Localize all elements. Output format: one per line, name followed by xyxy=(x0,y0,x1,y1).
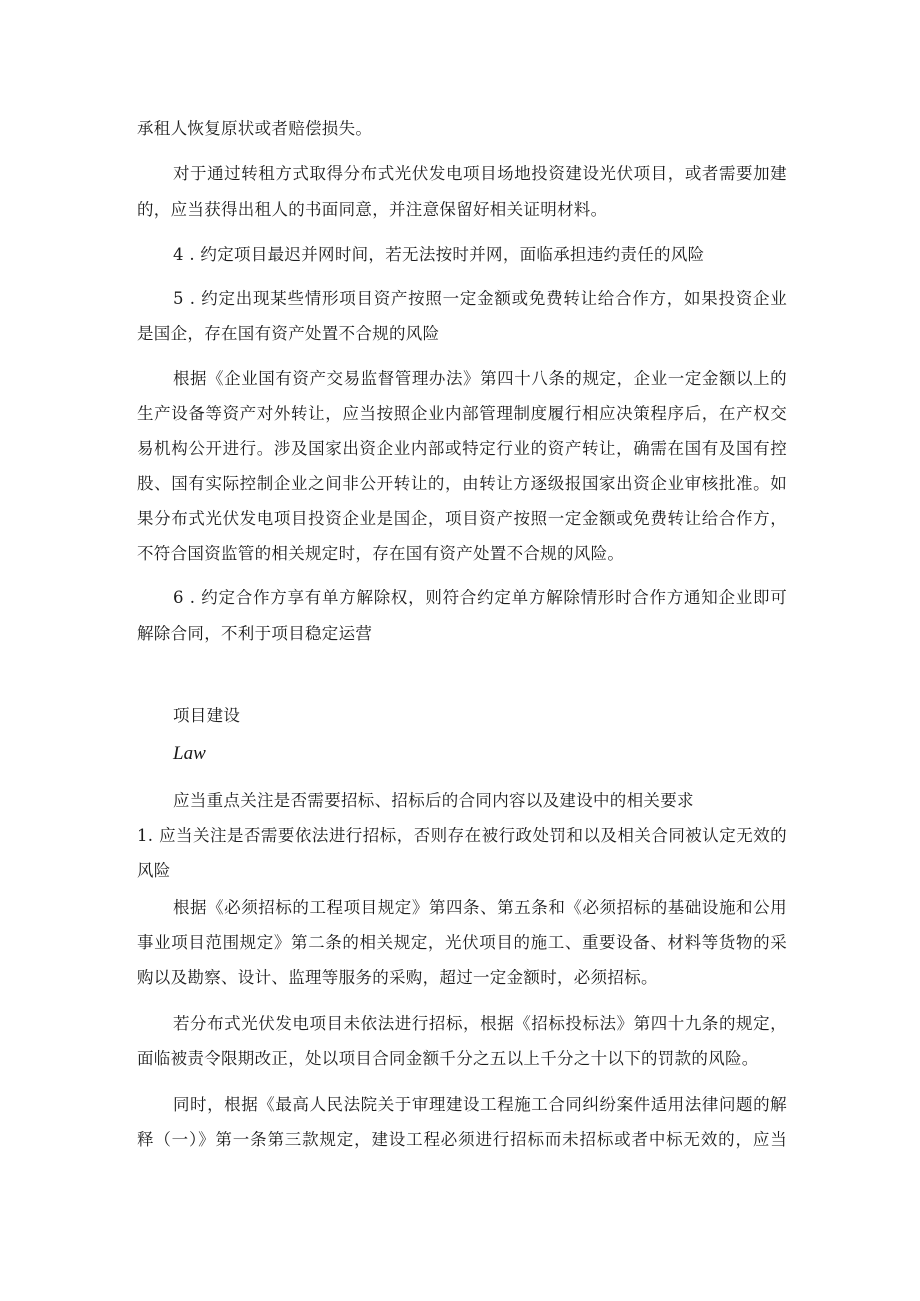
paragraph-line: 释（一）》第一条第三款规定，建设工程必须进行招标而未招标或者中标无效的，应当 xyxy=(137,1130,787,1149)
paragraph-line: 是国企，存在国有资产处置不合规的风险 xyxy=(137,324,440,343)
paragraph-line: 不符合国资监管的相关规定时，存在国有资产处置不合规的风险。 xyxy=(137,544,625,563)
paragraph-line: 易机构公开进行。涉及国家出资企业内部或特定行业的资产转让，确需在国有及国有控 xyxy=(137,439,787,458)
paragraph-line: 解除合同，不利于项目稳定运营 xyxy=(137,624,373,643)
paragraph-line: 面临被责令限期改正，处以项目合同金额千分之五以上千分之十以下的罚款的风险。 xyxy=(137,1049,759,1068)
paragraph-line: 果分布式光伏发电项目投资企业是国企，项目资产按照一定金额或免费转让给合作方， xyxy=(137,509,787,528)
section-subtitle-law: Law xyxy=(173,743,206,764)
paragraph-line: 购以及勘察、设计、监理等服务的采购，超过一定金额时，必须招标。 xyxy=(137,968,658,987)
paragraph-line: 事业项目范围规定》第二条的相关规定，光伏项目的施工、重要设备、材料等货物的采 xyxy=(137,933,787,952)
paragraph-line: 根据《必须招标的工程项目规定》第四条、第五条和《必须招标的基础设施和公用 xyxy=(173,898,787,917)
paragraph-line: 根据《企业国有资产交易监督管理办法》第四十八条的规定，企业一定金额以上的 xyxy=(173,369,787,388)
numbered-heading-6: 6 . 约定合作方享有单方解除权，则符合约定单方解除情形时合作方通知企业即可 xyxy=(173,588,787,607)
numbered-heading-4: 4 . 约定项目最迟并网时间，若无法按时并网，面临承担违约责任的风险 xyxy=(173,245,705,264)
paragraph-line: 的，应当获得出租人的书面同意，并注意保留好相关证明材料。 xyxy=(137,200,608,219)
paragraph-line: 风险 xyxy=(137,861,171,880)
paragraph-line: 对于通过转租方式取得分布式光伏发电项目场地投资建设光伏项目，或者需要加建 xyxy=(173,164,787,183)
numbered-heading-5: 5 . 约定出现某些情形项目资产按照一定金额或免费转让给合作方，如果投资企业 xyxy=(173,289,787,308)
paragraph-line: 应当重点关注是否需要招标、招标后的合同内容以及建设中的相关要求 xyxy=(173,791,694,810)
paragraph-line: 股、国有实际控制企业之间非公开转让的，由转让方逐级报国家出资企业审核批准。如 xyxy=(137,474,787,493)
paragraph-line: 若分布式光伏发电项目未依法进行招标，根据《招标投标法》第四十九条的规定， xyxy=(173,1014,787,1033)
paragraph-line: 承租人恢复原状或者赔偿损失。 xyxy=(137,119,373,138)
paragraph-line: 生产设备等资产对外转让，应当按照企业内部管理制度履行相应决策程序后，在产权交 xyxy=(137,404,787,423)
section-title: 项目建设 xyxy=(173,706,241,725)
numbered-heading-1: 1. 应当关注是否需要依法进行招标，否则存在被行政处罚和以及相关合同被认定无效的 xyxy=(137,826,787,845)
paragraph-line: 同时，根据《最高人民法院关于审理建设工程施工合同纠纷案件适用法律问题的解 xyxy=(173,1095,787,1114)
